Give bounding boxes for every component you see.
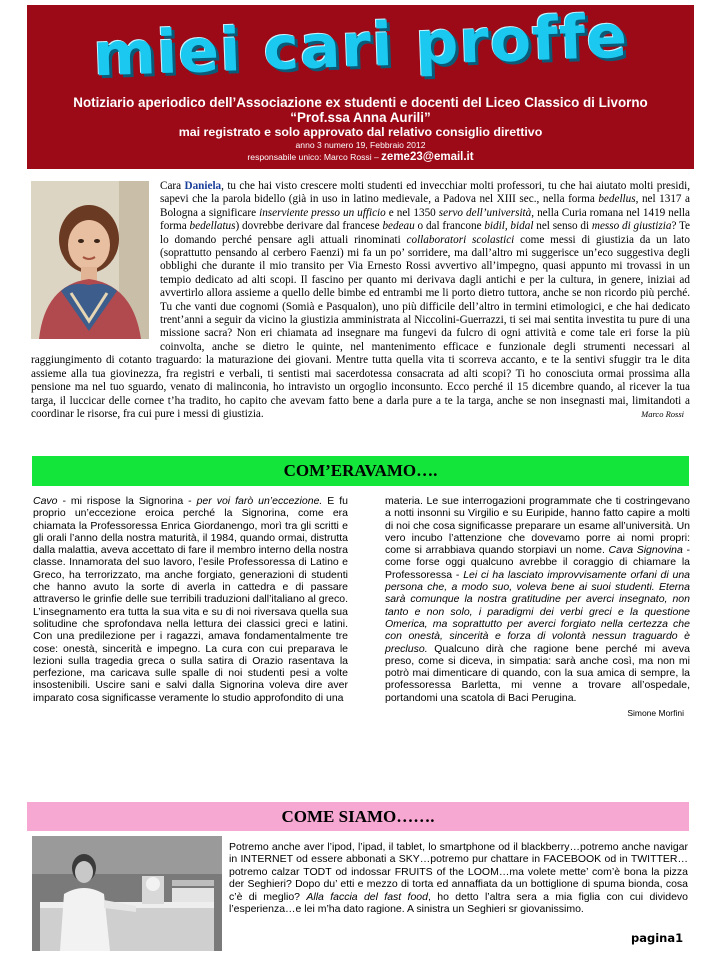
email-link[interactable]: zeme23@email.it (381, 151, 474, 163)
article-text: E fu proprio un’eccezione eroica perché la Signorina, come era chiamata la Professoressa Enrica Giordanengo, morì tra gli scritti e gli orali l’anno della nostra maturità, il 1984, quando ormai, distrutta dalla malattia, aveva accettato di fare il membro interno della nostra classe. Innamorata del suo lavoro, l’esile Professoressa di Latino e Greco, ha terrorizzato, ma anche forgiato, generazioni di studenti che hanno avuto la sorte di averla in cattedra e di passare attraverso le grinfie delle sue terribili traduzioni dall’italiano al greco. L’insegnamento era tutta la sua vita e su di noi riversava quella sua solitudine che sprofondava nella lettura dei classici greci e latini. Con una predilezione per i ragazzi, amava fondamentalmente tre cose: onestà, sincerità e impegno. La cura con cui preparava le lezioni sulla tragedia greca o sulla satira di Orazio rasentava la perfezione, ma caricava sulle spalle di noi studenti pesi a volte insostenibili. Uscire sani e salvi dalla Signorina voleva dire aver imparato cosa significasse veramente lo studio approfondito di una (33, 495, 348, 704)
article-italic: Cavo (33, 495, 58, 507)
article-text: Potremo anche aver l’ipod, l’ipad, il tablet, lo smartphone od il blackberry…potremo anche navigar in INTERNET od essere abbonati a SKY…potremo pur chattare in FACEBOOK od in TWITTER…potremo calzar TODT od indossar FRUITS of the LOOM…ma volete mette’ com’è bona la pizza der Seghieri? Dopo du’ etti e mezzo di torta ed annaffiata da un bottiglione di spuma bionda, cosa c’è di meglio? (229, 841, 688, 903)
letter-italic: messo di giustizia (591, 220, 672, 233)
letter-signature: Marco Rossi (641, 408, 684, 419)
letter-greeting: Cara (160, 180, 185, 192)
section-heading-comesiamo: COME SIAMO……. (27, 802, 689, 831)
article-italic: Lei ci ha lasciato improvvisamente orfani di una persona che, a modo suo, voleva bene ai suoi studenti. Eterna sarà comunque la nostra gratitudine per averci insegnato, non tanto e non solo, i paradigmi dei verbi greci e la questione Omerica, ma soprattutto per averci forgiato nella certezza che con onestà, sincerità e forza di volontà nessun traguardo è precluso. (385, 568, 690, 655)
masthead (27, 1, 694, 169)
article-column-right (385, 495, 690, 719)
section-heading-comeravamo: COM’ERAVAMO…. (32, 456, 689, 486)
letter-text: , tu che hai visto crescere molti studenti ed invecchiar molti professori, tu che hai aiutato molti presidi, sapevi che la parola bidello (già in uso in latino medievale, a Padova nel XIII sec., nella forma (160, 180, 690, 206)
article-italic: Cava Signovina (608, 544, 683, 557)
letter-text: e nel 1350 (385, 206, 439, 219)
responsible-label: responsabile unico: Marco Rossi – (247, 152, 382, 162)
letter-text: come messi di giustizia da un lato (soprattutto pensando al cerbero Faenzi) mi fa un po’ sorridere, ma dall’altro mi suggerisce un’eco suggestiva degli obblighi che durante il mio transito per Via Ernesto Rossi avvertivo all’impegno, quasi appunto mi trovassi in un tempio dedicato ad alti scopi. Il fascino per quanto mi derivava dagli antichi e per la cultura, in genere, iniziai ad avvertirlo allora assieme a quello delle bimbe ed entrambi me li porto dietro tuttora, anche se non ricordo più perché. Tu che vanti due cognomi (Somià e Pasqualon), uno più difficile dell’altro in termini etimologici, e che hai dedicato trent’anni a seguir da vicino la giustizia amministrata al Niccolini-Guerrazzi, ti sei mai sentita investita tu pure di una missione sacra? Non eri chiamata ad insegnare ma fungevi da fulcro di ogni attività e come tale eri forse la più coinvolta, anche se dietro le quinte, nel mantenimento efficace e funzionale degli strumenti necessari al raggiungimento di cotanto traguardo: la maturazione dei giovani. Mentre tutta quella vita ti scorreva accanto, e te la sentivi sfuggir tra le dita assieme alla tua giovinezza, fra registri e verbali, ti sentisti mai sacerdotessa consacrata ad alti scopi? Ti ho conosciuta ormai prossima alla pensione ma nel tuo sguardo, venato di malinconia, ho intravisto un orgoglio inconsunto. Ecco perché il 15 dicembre quando, al ricever la tua targa, il luccicar delle cornee t’ha tradito, ho capito che avevam fatto bene a darla pure a te la targa, anche se non insegnasti mai, limitandoti a coordinar le risorse, fra cui pure i messi di giustizia. (31, 233, 690, 420)
registration-note: mai registrato e solo approvato dal relativo consiglio direttivo (178, 125, 543, 139)
pizza-shop-illustration (32, 836, 222, 951)
letter-text: , nel 1317 a Bologna a significare (160, 193, 690, 219)
article-italic: Alla faccia del fast food (306, 890, 428, 903)
page-number: pagina1 (631, 931, 684, 945)
letter-italic: servo dell’università (438, 206, 532, 219)
newsletter-subtitle: Notiziario aperiodico dell’Associazione ex studenti e docenti del Liceo Classico di Livorno “Prof.ssa Anna Aurili” (73, 95, 648, 125)
photo-spacer (31, 180, 160, 345)
letter-italic: bedeau (382, 220, 415, 233)
article-text: - mi rispose la Signorina - (57, 495, 197, 507)
letter-italic: bidil, bidal (484, 220, 534, 233)
article-column-left (33, 495, 348, 704)
intro-letter (31, 180, 690, 421)
article-text: - come forse oggi qualcuno avrebbe il coraggio di chiamare la Professoressa - (385, 544, 690, 581)
issue-info: anno 3 numero 19, Febbraio 2012 (295, 140, 426, 150)
responsible-line (47, 151, 674, 164)
letter-text: o dal francone (414, 220, 485, 233)
letter-italic: bedellus (598, 193, 636, 206)
bottom-article (229, 841, 688, 915)
letter-text: ? Te lo domando perché pensare agli attuali rinominati (160, 220, 691, 246)
newsletter-title: miei cari proffe (91, 1, 630, 91)
article-signature: Simone Morfini (627, 708, 684, 719)
letter-text: ) dovrebbe derivare dal francese (235, 220, 383, 233)
bottom-photo (32, 836, 222, 951)
article-text: , ho detto l’altra sera a mia figlia con cui dividevo l’esperienza…e lei m’ha dato ragione. A sinistra un Seghieri sr giovanissimo. (229, 890, 688, 916)
letter-italic: collaboratori scolastici (406, 233, 515, 246)
article-text: materia. Le sue interrogazioni programmate che ti costringevano a notti insonni su Virgilio e su Euripide, hanno fatto capire a molti di noi che cosa significasse preparare un esame all’università. Un vero incubo l’attenzione che dovevamo porre ai nomi propri: come si arrabbiava quando storpiavi un nome. (385, 495, 690, 557)
letter-recipient: Daniela (184, 180, 222, 192)
letter-italic: bedellatus (189, 220, 236, 233)
article-text: Qualcuno dirà che ragione bene perché mi aveva preso, come si diceva, in simpatia: sarà anche così, ma non mi potrò mai dimenticare di quando, con la sua amica di sempre, la professoressa Barletta, mi venne a trovare all’ospedale, portandomi una scatola di Baci Perugina. (385, 642, 690, 704)
letter-text: , nella Curia romana nel 1419 nella forma (160, 206, 690, 233)
letter-italic: inserviente presso un ufficio (259, 206, 386, 219)
letter-text: nel senso di (533, 220, 592, 233)
article-italic: per voi farò un’eccezione. (196, 495, 323, 507)
